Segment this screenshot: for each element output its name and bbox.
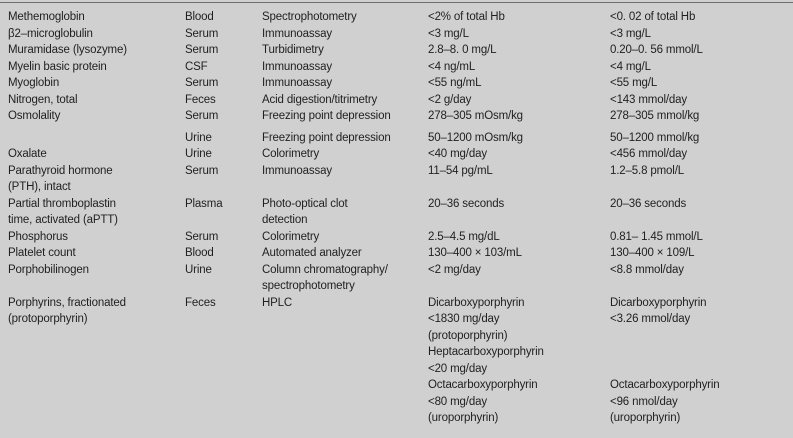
cell-conventional — [428, 295, 610, 427]
cell-test — [8, 75, 185, 92]
cell-line: Urine — [185, 131, 212, 144]
cell-line: Muramidase (lysozyme) — [8, 44, 127, 56]
cell-line: <55 ng/mL — [428, 77, 482, 89]
cell-line: Plasma — [185, 197, 223, 210]
cell-specimen — [185, 146, 262, 163]
cell-line: Parathyroid hormone — [8, 164, 113, 177]
cell-test — [8, 295, 185, 328]
cell-line: detection — [262, 214, 308, 226]
cell-si — [610, 262, 785, 279]
cell-specimen — [185, 229, 262, 246]
cell-line: time, activated (aPTT) — [8, 214, 118, 226]
cell-line: 130–400 × 109/L — [610, 247, 695, 259]
cell-line: <1830 mg/day — [428, 313, 500, 325]
cell-specimen — [185, 262, 262, 279]
cell-line: Dicarboxyporphyrin — [428, 296, 525, 309]
cell-line: 0.81– 1.45 mmol/L — [610, 230, 703, 243]
cell-si — [610, 42, 785, 59]
cell-line: Nitrogen, total — [8, 93, 78, 106]
cell-line: Serum — [185, 230, 219, 243]
cell-specimen — [185, 9, 262, 26]
table-row — [8, 196, 793, 229]
table-row — [8, 295, 793, 427]
cell-line: <20 mg/day — [428, 362, 487, 375]
cell-line: <2% of total Hb — [428, 11, 505, 23]
cell-line: Porphobilinogen — [8, 263, 89, 276]
cell-method — [262, 229, 428, 246]
cell-line: (protoporphyrin) — [428, 329, 508, 342]
cell-line: 20–36 seconds — [610, 197, 687, 210]
cell-line: Blood — [185, 247, 214, 259]
cell-line: 2.8–8. 0 mg/L — [428, 44, 497, 56]
cell-si — [610, 163, 785, 180]
cell-line: Oxalate — [8, 148, 47, 160]
cell-test — [8, 26, 185, 43]
cell-line: (PTH), intact — [8, 181, 71, 193]
cell-line: HPLC — [262, 296, 293, 309]
cell-conventional — [428, 229, 610, 246]
cell-specimen — [185, 163, 262, 180]
cell-line: (protoporphyrin) — [8, 313, 88, 325]
cell-test — [8, 245, 185, 262]
cell-method — [262, 26, 428, 43]
cell-line: (uroporphyrin) — [610, 412, 681, 424]
cell-specimen — [185, 75, 262, 92]
cell-specimen — [185, 108, 262, 125]
cell-line: 130–400 × 103/mL — [428, 247, 522, 259]
cell-line: Phosphorus — [8, 230, 68, 243]
cell-line: Urine — [185, 263, 212, 276]
cell-line: Serum — [185, 77, 219, 89]
cell-conventional — [428, 26, 610, 43]
cell-line: 20–36 seconds — [428, 197, 505, 210]
cell-test — [8, 42, 185, 59]
cell-line — [610, 344, 785, 361]
cell-method — [262, 196, 428, 229]
cell-test — [8, 59, 185, 76]
cell-line: spectrophotometry — [262, 280, 355, 292]
cell-specimen — [185, 26, 262, 43]
cell-line: <3 mg/L — [610, 27, 651, 40]
cell-conventional — [428, 130, 610, 147]
cell-line: Feces — [185, 93, 216, 106]
cell-line — [610, 328, 785, 345]
cell-line: <2 g/day — [428, 93, 472, 106]
cell-line: Photo-optical clot — [262, 197, 348, 210]
cell-line: <456 mmol/day — [610, 148, 687, 160]
cell-method — [262, 42, 428, 59]
cell-line: Heptacarboxyporphyrin — [428, 346, 544, 358]
table-row — [8, 108, 793, 125]
cell-line: <4 mg/L — [610, 60, 651, 73]
cell-line: <55 mg/L — [610, 77, 658, 89]
cell-line: Freezing point depression — [262, 131, 391, 144]
cell-line: Colorimetry — [262, 230, 320, 243]
cell-line: Feces — [185, 296, 216, 309]
cell-line: CSF — [185, 60, 208, 73]
table-row — [8, 9, 793, 26]
cell-line: Serum — [185, 44, 219, 56]
cell-line: <80 mg/day — [428, 395, 487, 408]
cell-line: 278–305 mmol/kg — [610, 110, 700, 122]
cell-si — [610, 196, 785, 213]
table-row — [8, 229, 793, 246]
cell-conventional — [428, 92, 610, 109]
cell-method — [262, 108, 428, 125]
cell-line: <3.26 mmol/day — [610, 313, 691, 325]
cell-si — [610, 59, 785, 76]
cell-method — [262, 75, 428, 92]
cell-line: Octacarboxyporphyrin — [428, 379, 538, 391]
table-top-rule — [0, 2, 793, 3]
cell-line: 0.20–0. 56 mmol/L — [610, 44, 703, 56]
cell-test — [8, 92, 185, 109]
cell-conventional — [428, 108, 610, 125]
cell-line: <143 mmol/day — [610, 93, 687, 106]
cell-line: Acid digestion/titrimetry — [262, 93, 378, 106]
lab-reference-ranges-table — [8, 9, 793, 427]
cell-conventional — [428, 59, 610, 76]
table-row — [8, 130, 793, 147]
cell-si — [610, 108, 785, 125]
cell-test — [8, 9, 185, 26]
cell-si — [610, 92, 785, 109]
cell-line: 50–1200 mmol/kg — [610, 131, 700, 144]
cell-method — [262, 146, 428, 163]
cell-line: Serum — [185, 164, 219, 177]
cell-conventional — [428, 262, 610, 279]
table-row — [8, 42, 793, 59]
cell-si — [610, 245, 785, 262]
cell-method — [262, 262, 428, 295]
table-row — [8, 75, 793, 92]
cell-line: Spectrophotometry — [262, 11, 357, 23]
cell-si — [610, 26, 785, 43]
cell-conventional — [428, 196, 610, 213]
cell-line: <2 mg/day — [428, 263, 481, 276]
cell-line: 2.5–4.5 mg/dL — [428, 230, 500, 243]
cell-line: Immunoassay — [262, 164, 332, 177]
cell-conventional — [428, 146, 610, 163]
cell-line: 50–1200 mOsm/kg — [428, 131, 523, 144]
cell-si — [610, 146, 785, 163]
cell-si — [610, 229, 785, 246]
cell-line: Blood — [185, 11, 214, 23]
cell-line — [8, 130, 185, 147]
cell-line: <96 nmol/day — [610, 395, 678, 408]
cell-test — [8, 196, 185, 229]
cell-line: Serum — [185, 27, 219, 40]
cell-specimen — [185, 196, 262, 213]
cell-line: Serum — [185, 110, 219, 122]
cell-line: Myoglobin — [8, 77, 60, 89]
cell-test — [8, 163, 185, 196]
cell-line: Osmolality — [8, 110, 61, 122]
table-row — [8, 163, 793, 196]
table-row — [8, 26, 793, 43]
table-row — [8, 262, 793, 295]
cell-specimen — [185, 295, 262, 312]
cell-method — [262, 163, 428, 180]
cell-conventional — [428, 42, 610, 59]
cell-line: <4 ng/mL — [428, 60, 476, 73]
cell-line: Urine — [185, 148, 212, 160]
cell-specimen — [185, 42, 262, 59]
cell-line: Immunoassay — [262, 60, 332, 73]
cell-line: Platelet count — [8, 247, 76, 259]
cell-line: Immunoassay — [262, 77, 332, 89]
cell-line: <40 mg/day — [428, 148, 487, 160]
cell-method — [262, 59, 428, 76]
cell-line: Turbidimetry — [262, 44, 324, 56]
cell-specimen — [185, 245, 262, 262]
cell-specimen — [185, 59, 262, 76]
cell-line: β2–microglobulin — [8, 27, 93, 40]
table-row — [8, 59, 793, 76]
cell-test — [8, 229, 185, 246]
cell-line — [610, 361, 785, 378]
cell-line: Dicarboxyporphyrin — [610, 296, 707, 309]
table-row — [8, 245, 793, 262]
cell-test — [8, 130, 185, 147]
cell-line: 1.2–5.8 pmol/L — [610, 164, 684, 177]
cell-si — [610, 295, 785, 427]
cell-method — [262, 92, 428, 109]
cell-line: <3 mg/L — [428, 27, 469, 40]
table-row — [8, 92, 793, 109]
cell-method — [262, 245, 428, 262]
cell-line: Freezing point depression — [262, 110, 391, 122]
cell-line: Myelin basic protein — [8, 60, 107, 73]
cell-si — [610, 75, 785, 92]
cell-test — [8, 146, 185, 163]
cell-conventional — [428, 163, 610, 180]
cell-line: Partial thromboplastin — [8, 197, 116, 210]
cell-line: Colorimetry — [262, 148, 320, 160]
cell-line: Octacarboxyporphyrin — [610, 379, 720, 391]
cell-test — [8, 108, 185, 125]
cell-method — [262, 295, 428, 312]
cell-line: <0. 02 of total Hb — [610, 11, 696, 23]
cell-line: Porphyrins, fractionated — [8, 296, 126, 309]
cell-specimen — [185, 130, 262, 147]
cell-line: 278–305 mOsm/kg — [428, 110, 523, 122]
cell-method — [262, 9, 428, 26]
cell-line: Immunoassay — [262, 27, 332, 40]
cell-si — [610, 9, 785, 26]
cell-si — [610, 130, 785, 147]
cell-line: Methemoglobin — [8, 11, 85, 23]
cell-conventional — [428, 75, 610, 92]
cell-method — [262, 130, 428, 147]
cell-conventional — [428, 9, 610, 26]
cell-line: (uroporphyrin) — [428, 412, 499, 424]
table-row — [8, 146, 793, 163]
cell-conventional — [428, 245, 610, 262]
cell-line: Automated analyzer — [262, 247, 362, 259]
cell-line: Column chromatography/ — [262, 263, 388, 276]
cell-line: <8.8 mmol/day — [610, 263, 684, 276]
cell-test — [8, 262, 185, 279]
cell-line: 11–54 pg/mL — [428, 164, 493, 177]
cell-specimen — [185, 92, 262, 109]
